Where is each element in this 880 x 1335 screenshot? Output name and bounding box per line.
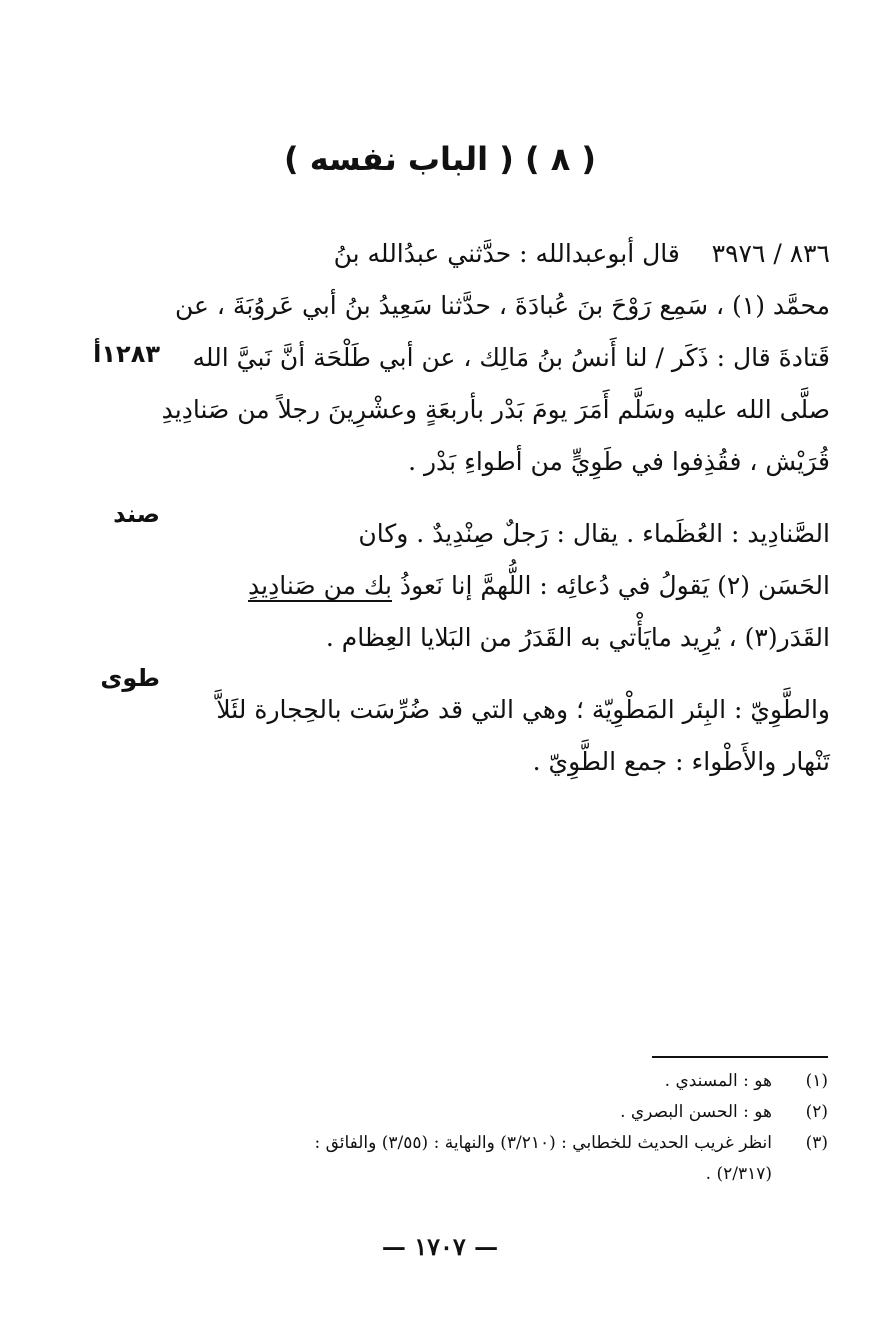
hadith-line: محمَّد (١) ، سَمِع رَوْحَ بنَ عُبادَةَ ، حدَّثنا سَعِيدُ بنُ أبي عَروُبَةَ ، عن <box>175 291 830 320</box>
tawi-line: والطَّوِيّ : البِئر المَطْوِيّة ؛ وهي التي قد ضُرِّسَت بالحِجارة لئَلاَّ <box>216 695 830 724</box>
footnotes <box>158 1066 828 1190</box>
footnote <box>158 1159 828 1190</box>
hadith-line: صلَّى الله عليه وسَلَّم أَمَرَ يومَ بَدْر بأربعَةٍ وعشْرِينَ رجلاً من صَنادِيدِ <box>161 395 830 424</box>
folio-marker: ١٢٨٣أ <box>93 340 160 368</box>
root-word-snd: صند <box>113 500 160 528</box>
footnote-separator <box>652 1056 828 1058</box>
footnote <box>158 1128 828 1159</box>
sanadid-line: القَدَر(٣) ، يُرِيد مايَأْتي به القَدَرُ من البَلايا العِظام . <box>325 623 830 652</box>
hadith-line: قُرَيْش ، فقُذِفوا في طَوِيٍّ من أطواءِ بَدْر . <box>408 447 830 476</box>
underlined-phrase: بك من صَنادِيدِ <box>248 571 392 600</box>
sanadid-line: الصَّنادِيد : العُظَماء . يقال : رَجلٌ صِنْدِيدٌ . وكان <box>358 519 830 548</box>
hadith-number: ٨٣٦ / ٣٩٧٦ <box>711 239 830 268</box>
hadith-text: قال أبوعبدالله : حدَّثني عبدُالله بنُ <box>333 239 680 268</box>
page-number: — ١٧٠٧ — <box>381 1232 499 1261</box>
chapter-title: ( ٨ ) ( الباب نفسه ) <box>283 140 597 178</box>
footnote-text: هو : الحسن البصري . <box>620 1102 772 1122</box>
footnote-number: (٢) <box>805 1102 828 1122</box>
hadith-line <box>158 228 830 280</box>
footnote <box>158 1097 828 1128</box>
footnote-text: (٢/٣١٧) . <box>705 1164 772 1184</box>
main-text <box>158 228 830 788</box>
footnote <box>158 1066 828 1097</box>
sanadid-line-text: الحَسَن (٢) يَقولُ في دُعائِه : اللُّهمَّ إنا نَعوذُ بك من صَنادِيدِ <box>248 571 830 600</box>
footnote-text: انظر غريب الحديث للخطابي : (٣/٢١٠) والنهاية : (٣/٥٥) والفائق : <box>314 1133 772 1153</box>
root-word-twy: طوى <box>100 664 160 692</box>
tawi-line: تَنْهار والأَطْواء : جمع الطَّوِيّ . <box>532 747 830 776</box>
footnote-number: (١) <box>805 1071 828 1091</box>
footnote-text: هو : المسندي . <box>664 1071 772 1091</box>
footnote-number <box>772 1159 828 1190</box>
sanadid-line <box>158 560 830 612</box>
footnote-number: (٣) <box>805 1133 828 1153</box>
hadith-line: قَتادةَ قال : ذَكَر / لنا أَنسُ بنُ مَالِك ، عن أبي طَلْحَة أنَّ نَبيَّ الله <box>192 343 830 372</box>
